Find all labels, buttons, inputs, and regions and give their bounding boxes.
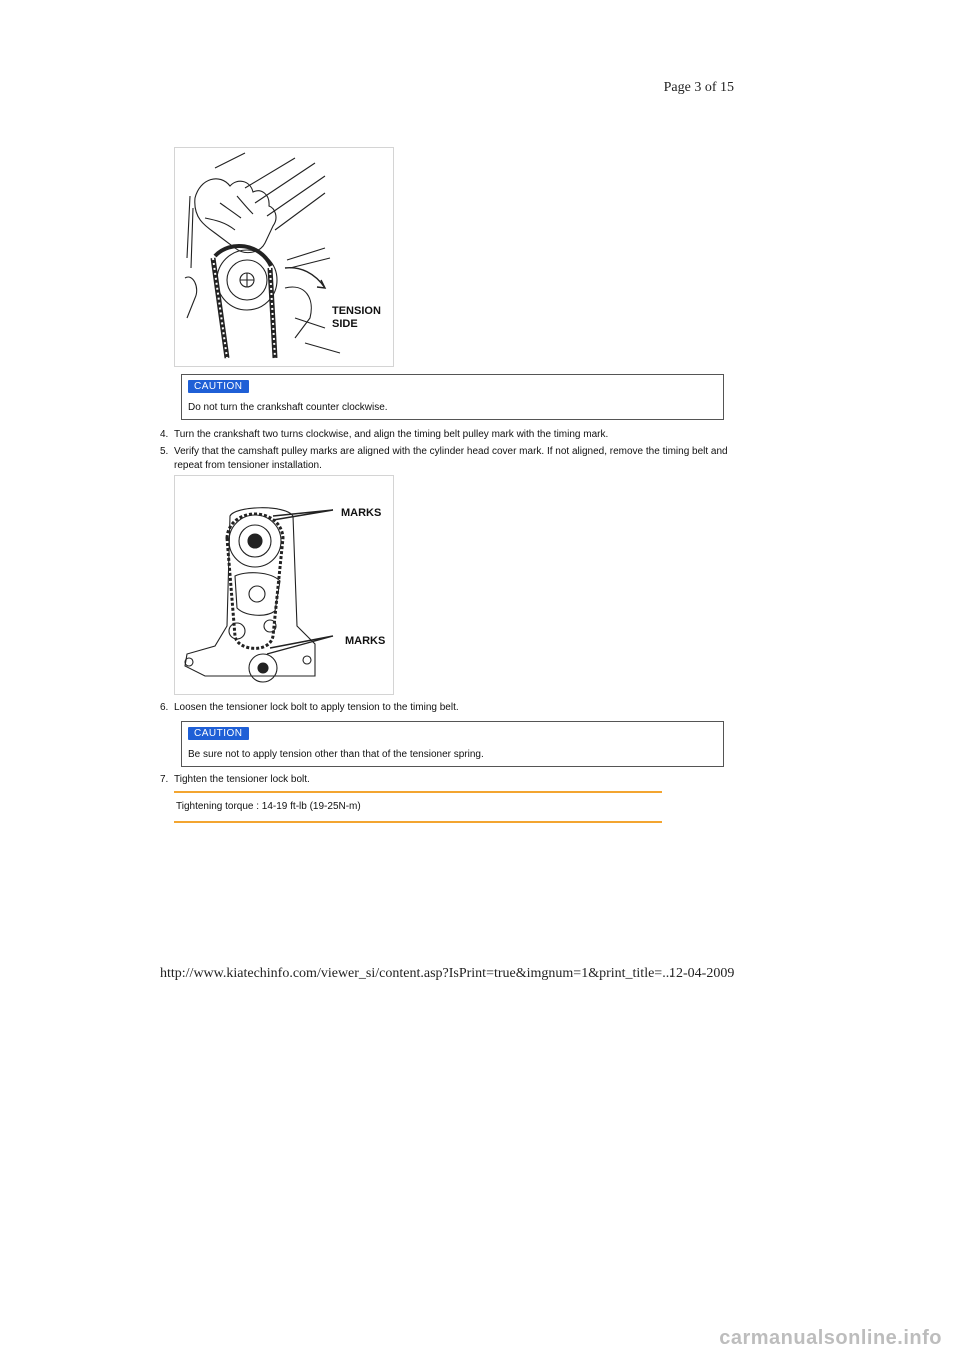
tension-side-drawing	[175, 148, 393, 366]
timing-marks-drawing	[175, 476, 393, 694]
tension-label-line1: TENSION	[332, 305, 381, 317]
step-4	[160, 428, 730, 442]
step-number: 5.	[160, 446, 169, 457]
page-number: Page 3 of 15	[663, 80, 734, 95]
caution-box-tension	[181, 721, 724, 767]
marks-label-bottom: MARKS	[345, 635, 386, 647]
step-text: Turn the crankshaft two turns clockwise, and align the timing belt pulley mark with the timing mark.	[174, 429, 609, 440]
step-number: 6.	[160, 702, 169, 713]
caution-text: Be sure not to apply tension other than that of the tensioner spring.	[188, 749, 484, 760]
tightening-torque-spec	[174, 791, 662, 823]
caution-badge: CAUTION	[188, 380, 249, 393]
page-footer	[160, 966, 740, 982]
timing-marks-illustration	[174, 475, 394, 695]
marks-label-top: MARKS	[341, 507, 382, 519]
step-number: 7.	[160, 774, 169, 785]
step-5	[160, 445, 730, 473]
step-7	[160, 773, 730, 787]
step-text: Verify that the camshaft pulley marks are aligned with the cylinder head cover mark. If not aligned, remove the timing belt and repeat from tensioner installation.	[174, 446, 728, 471]
footer-date: 12-04-2009	[669, 966, 735, 981]
tension-label-line2: SIDE	[332, 318, 358, 330]
footer-url: http://www.kiatechinfo.com/viewer_si/content.asp?IsPrint=true&imgnum=1&print_title=...	[160, 966, 673, 981]
caution-text: Do not turn the crankshaft counter clockwise.	[188, 402, 388, 413]
step-text: Tighten the tensioner lock bolt.	[174, 774, 310, 785]
watermark: carmanualsonline.info	[719, 1327, 942, 1349]
tension-side-illustration	[174, 147, 394, 367]
step-text: Loosen the tensioner lock bolt to apply tension to the timing belt.	[174, 702, 459, 713]
spec-text: Tightening torque : 14-19 ft-lb (19-25N-m)	[176, 801, 361, 812]
caution-badge: CAUTION	[188, 727, 249, 740]
step-number: 4.	[160, 429, 169, 440]
step-6	[160, 701, 730, 715]
caution-box-crankshaft	[181, 374, 724, 420]
